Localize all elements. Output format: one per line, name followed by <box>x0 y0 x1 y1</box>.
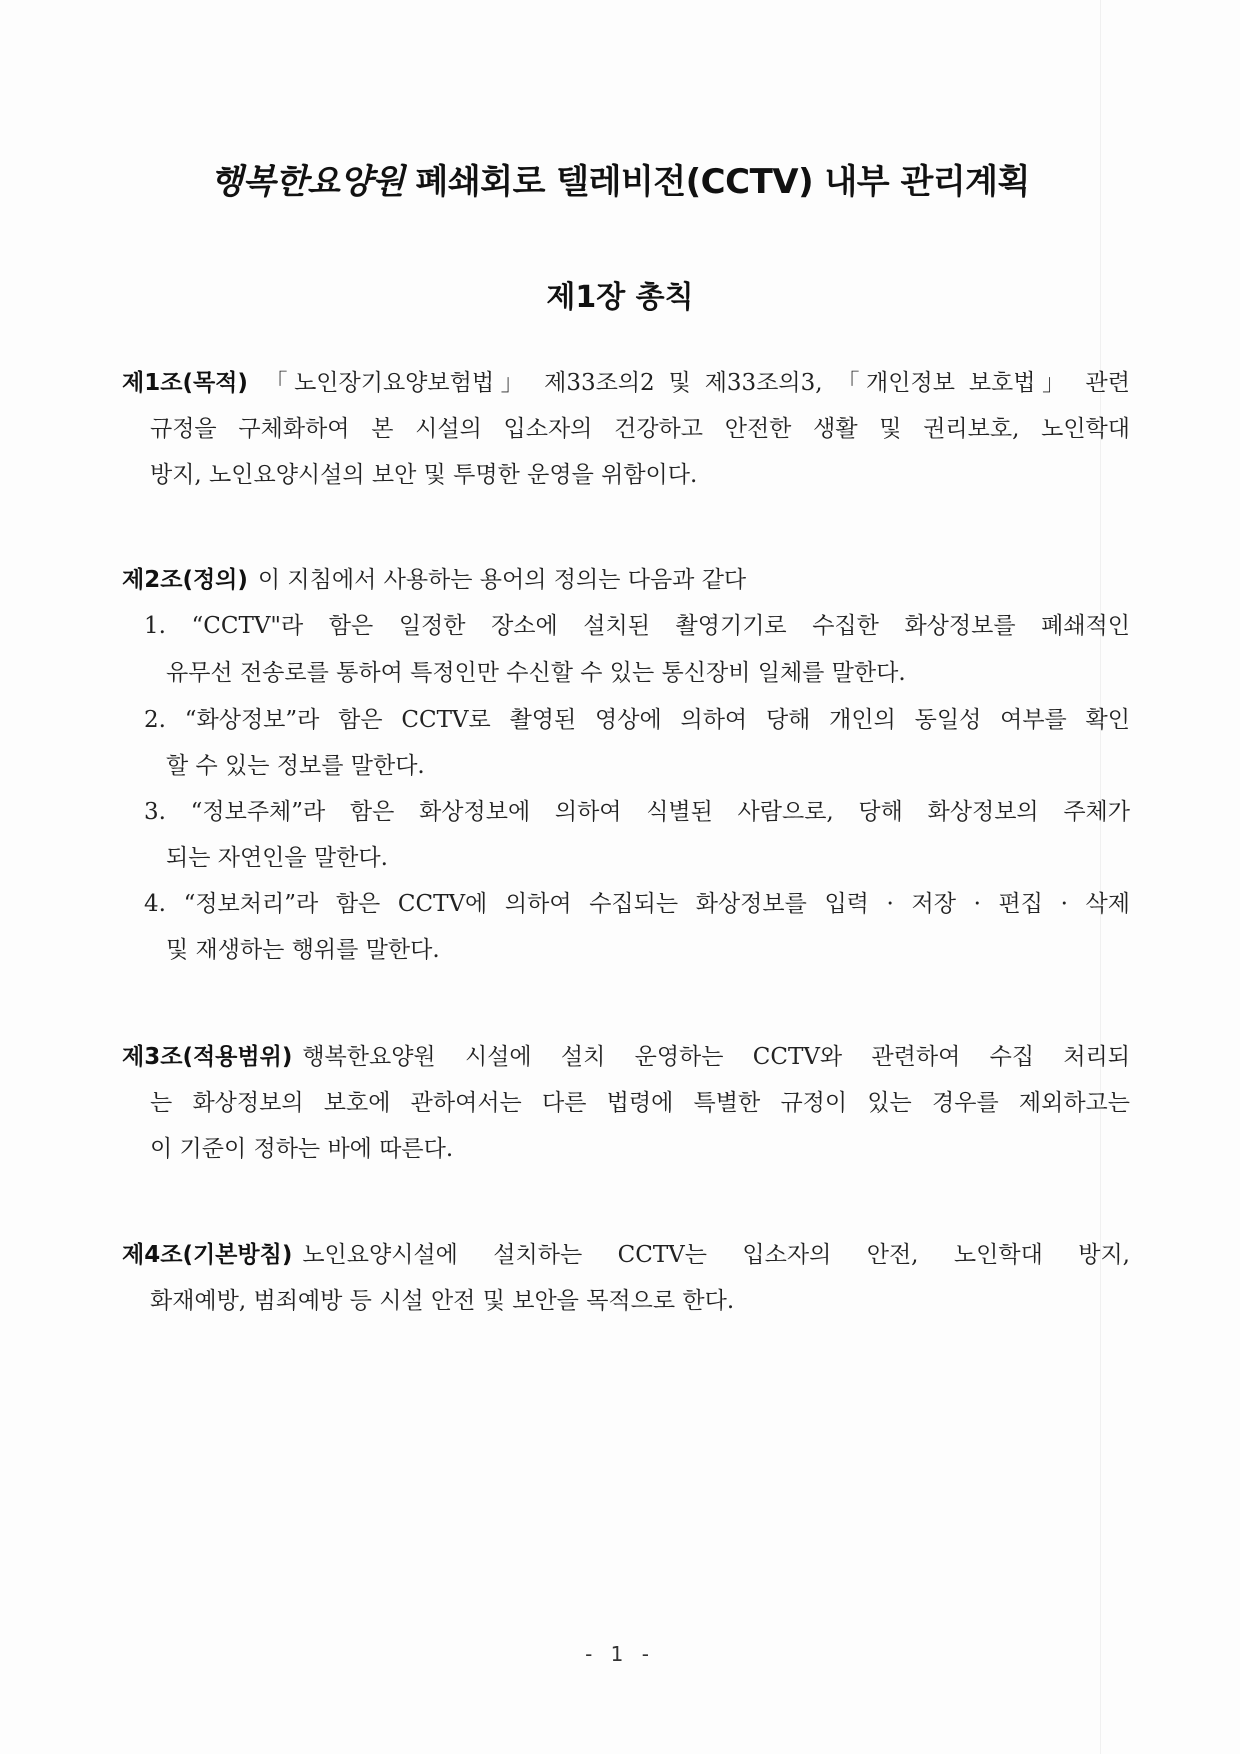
article-heading: 제2조(정의) <box>122 567 248 593</box>
article-line: 는 화상정보의 보호에 관하여서는 다른 법령에 특별한 규정이 있는 경우를 제외하고는 <box>150 1090 1130 1116</box>
title-text: 폐쇄회로 텔레비전(CCTV) 내부 관리계획 <box>404 162 1030 202</box>
article-text: 「노인장기요양보험법」 제33조의2 및 제33조의3, 「개인정보 보호법」 관련 <box>257 370 1130 396</box>
facility-name: 행복한요양원 <box>210 162 405 202</box>
page-number: - 1 - <box>585 1642 655 1666</box>
definition-item-4: 4. “정보처리”라 함은 CCTV에 의하여 수집되는 화상정보를 입력 · 저장 · 편집 · 삭제 <box>144 891 1130 917</box>
definition-item-4-cont: 및 재생하는 행위를 말한다. <box>166 937 440 963</box>
scan-artifact-line <box>1100 0 1101 1754</box>
article-heading: 제1조(목적) <box>122 370 248 396</box>
definition-item-1-cont: 유무선 전송로를 통하여 특정인만 수신할 수 있는 통신장비 일체를 말한다. <box>166 660 906 686</box>
definition-item-3: 3. “정보주체”라 함은 화상정보에 의하여 식별된 사람으로, 당해 화상정보의 주체가 <box>144 799 1130 825</box>
article-line <box>122 1040 1130 1074</box>
article-line: 화재예방, 범죄예방 등 시설 안전 및 보안을 목적으로 한다. <box>150 1288 735 1314</box>
definition-item-3-cont: 되는 자연인을 말한다. <box>166 845 388 871</box>
article-line <box>122 563 746 597</box>
definition-item-1: 1. “CCTV"라 함은 일정한 장소에 설치된 촬영기기로 수집한 화상정보를 폐쇄적인 <box>144 613 1130 639</box>
article-line: 방지, 노인요양시설의 보안 및 투명한 운영을 위함이다. <box>150 462 698 488</box>
article-line <box>122 1238 1130 1272</box>
article-line: 규정을 구체화하여 본 시설의 입소자의 건강하고 안전한 생활 및 권리보호, 노인학대 <box>150 416 1130 442</box>
chapter-heading: 제1장 총칙 <box>546 280 694 315</box>
definition-item-2-cont: 할 수 있는 정보를 말한다. <box>166 753 425 779</box>
article-text: 행복한요양원 시설에 설치 운영하는 CCTV와 관련하여 수집 처리되 <box>302 1044 1130 1070</box>
article-line: 이 기준이 정하는 바에 따른다. <box>150 1136 454 1162</box>
article-text: 이 지침에서 사용하는 용어의 정의는 다음과 같다 <box>257 567 747 593</box>
article-heading: 제3조(적용범위) <box>122 1044 293 1070</box>
article-text: 노인요양시설에 설치하는 CCTV는 입소자의 안전, 노인학대 방지, <box>302 1242 1130 1268</box>
article-line <box>122 366 1130 400</box>
document-title <box>0 154 1240 203</box>
definition-item-2: 2. “화상정보”라 함은 CCTV로 촬영된 영상에 의하여 당해 개인의 동일성 여부를 확인 <box>144 707 1130 733</box>
article-heading: 제4조(기본방침) <box>122 1242 293 1268</box>
